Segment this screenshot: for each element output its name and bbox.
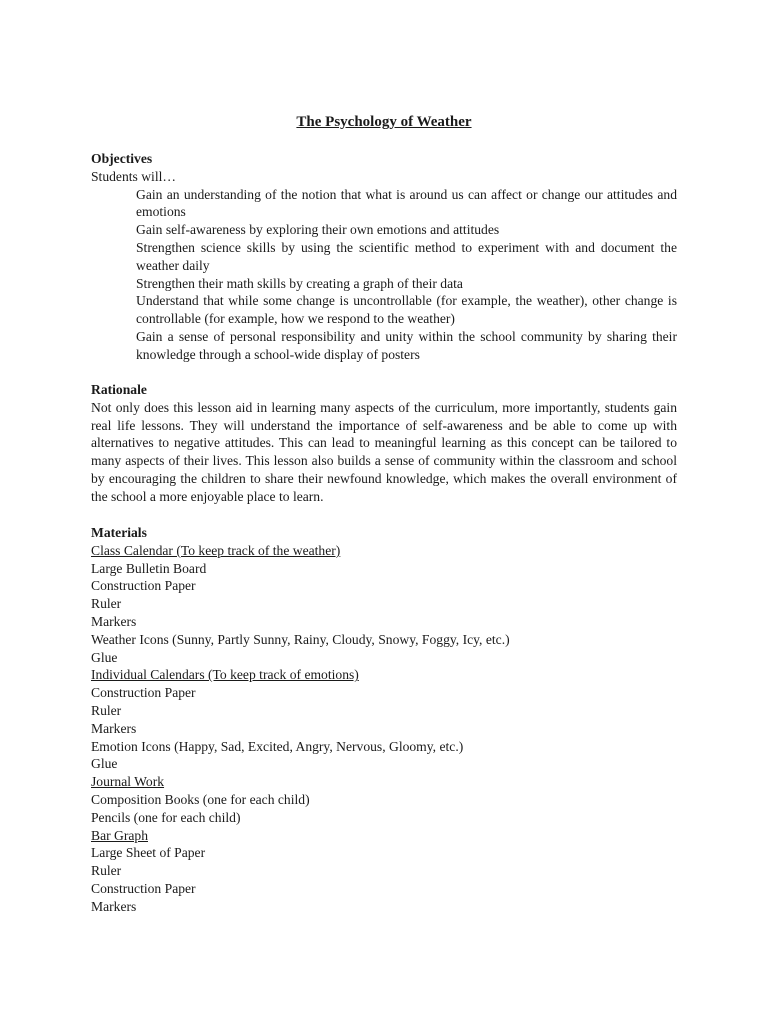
materials-item: Construction Paper <box>91 880 196 896</box>
materials-item: Construction Paper <box>91 578 196 594</box>
materials-item: Glue <box>91 649 118 665</box>
rationale-section <box>91 381 677 506</box>
rationale-paragraph: Not only does this lesson aid in learning many aspects of the curriculum, more importantly, students gain real life lessons. They will understand the importance of self-awareness and be able to come up with alternatives to negative attitudes. This can lead to meaningful learning as this concept can be tailored to many aspects of their lives. This lesson also builds a sense of community within the classroom and school by encouraging the children to share their newfound knowledge, which makes the overall environment of the school a more enjoyable place to learn. <box>91 399 677 504</box>
document-title: The Psychology of Weather <box>296 114 472 130</box>
materials-item: Markers <box>91 613 137 629</box>
materials-category: Class Calendar (To keep track of the weather) <box>91 542 341 558</box>
materials-item: Large Sheet of Paper <box>91 845 206 861</box>
objective-item: Strengthen science skills by using the scientific method to experiment with and document the weather daily <box>136 239 677 273</box>
materials-section <box>91 524 677 916</box>
materials-category: Bar Graph <box>91 827 148 843</box>
materials-item: Markers <box>91 898 137 914</box>
materials-item: Composition Books (one for each child) <box>91 791 310 807</box>
materials-item: Ruler <box>91 863 122 879</box>
materials-category: Journal Work <box>91 774 165 790</box>
objectives-heading: Objectives <box>91 151 153 166</box>
materials-item: Ruler <box>91 596 122 612</box>
materials-item: Ruler <box>91 702 122 718</box>
materials-item: Glue <box>91 756 118 772</box>
objective-item: Strengthen their math skills by creating a graph of their data <box>136 275 463 291</box>
objective-item: Gain an understanding of the notion that what is around us can affect or change our attitudes and emotions <box>136 186 677 220</box>
materials-list <box>91 542 677 916</box>
materials-heading: Materials <box>91 525 147 540</box>
objective-item: Gain self-awareness by exploring their own emotions and attitudes <box>136 222 500 238</box>
materials-item: Markers <box>91 720 137 736</box>
materials-item: Large Bulletin Board <box>91 560 207 576</box>
materials-item: Construction Paper <box>91 685 196 701</box>
objectives-list <box>91 186 677 364</box>
materials-item: Emotion Icons (Happy, Sad, Excited, Angry, Nervous, Gloomy, etc.) <box>91 738 464 754</box>
objectives-section <box>91 150 677 364</box>
rationale-heading: Rationale <box>91 382 147 397</box>
objective-item: Gain a sense of personal responsibility and unity within the school community by sharing their knowledge through a school-wide display of posters <box>136 328 677 362</box>
materials-item: Pencils (one for each child) <box>91 809 241 825</box>
materials-category: Individual Calendars (To keep track of emotions) <box>91 667 359 683</box>
objectives-intro: Students will… <box>91 168 176 184</box>
objective-item: Understand that while some change is uncontrollable (for example, the weather), other change is controllable (for example, how we respond to the weather) <box>136 293 677 327</box>
materials-item: Weather Icons (Sunny, Partly Sunny, Rainy, Cloudy, Snowy, Foggy, Icy, etc.) <box>91 631 510 647</box>
